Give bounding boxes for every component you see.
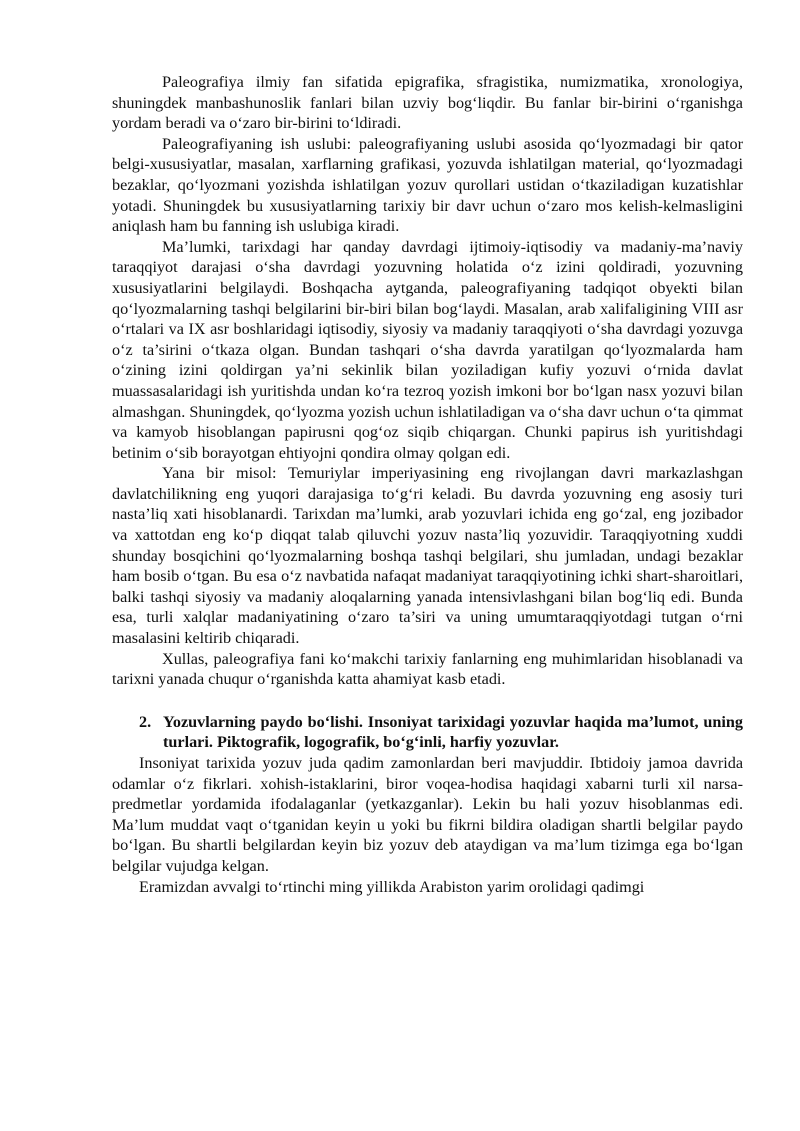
section-title: Yozuvlarning paydo bo‘lishi. Insoniyat tarixidagi yozuvlar haqida ma’lumot, uning turlari. Piktografik, logografik, bo‘g‘inli, harfiy yozuvlar. (163, 712, 743, 752)
section-number: 2. (139, 712, 152, 731)
paragraph: Insoniyat tarixida yozuv juda qadim zamonlardan beri mavjuddir. Ibtidoiy jamoa davrida odamlar o‘z fikrlari. xohish-istaklarini, biror voqea-hodisa haqidagi xabarni turli xil narsa-predmetlar yordamida ifodalaganlar (yetkazganlar). Lekin bu hali yozuv hisoblanmas edi. Ma’lum muddat vaqt o‘tganidan keyin u yoki bu fikrni bildira oladigan shartli belgilar paydo bo‘lgan. Bu shartli belgilardan keyin biz yozuv deb ataydigan va ma’lum tizimga ega bo‘lgan belgilar vujudga kelgan. (112, 754, 743, 875)
paragraph: Ma’lumki, tarixdagi har qanday davrdagi ijtimoiy-iqtisodiy va madaniy-ma’naviy taraqqiyot darajasi o‘sha davrdagi yozuvning holatida o‘z izini qoldiradi, yozuvning xususiyatlarini belgilaydi. Boshqacha aytganda, paleografiyaning tadqiqot obyekti bilan qo‘lyozmalarning tashqi belgilarini bir-biri bilan bog‘laydi. Masalan, arab xalifaligining VIII asr o‘rtalari va IX asr boshlaridagi iqtisodiy, siyosiy va madaniy taraqqiyoti o‘sha davrdagi yozuvga o‘z ta’sirini o‘tkaza olgan. Bundan tashqari o‘sha davrda yaratilgan qo‘lyozmalarda ham o‘zining izini qoldirgan ya’ni sekinlik bilan yoziladigan kufiy yozuvi o‘rnida davlat muassasalaridagi ish yuritishda undan ko‘ra tezroq yozish imkoni bor bo‘lgan nasx yozuvi bilan almashgan. Shuningdek, qo‘lyozma yozish uchun ishlatiladigan va o‘sha davr uchun o‘ta qimmat va kamyob hisoblangan papirusni qog‘oz siqib chiqargan. Chunki papirus ish yuritishdagi betinim o‘sib borayotgan ehtiyojni qondira olmay qolgan edi. (112, 237, 743, 462)
document-page (112, 72, 743, 897)
paragraph: Paleografiyaning ish uslubi: paleografiyaning uslubi asosida qo‘lyozmadagi bir qator belgi-xususiyatlar, masalan, xarflarning grafikasi, yozuvda ishlatilgan material, qo‘lyozmadagi bezaklar, qo‘lyozmani yozishda ishlatilgan yozuv qurollari ustidan o‘tkaziladigan kuzatishlar yotadi. Shuningdek bu xususiyatlarning tarixiy bir davr uchun o‘zaro mos kelish-kelmasligini aniqlash ham bu fanning ish uslubiga kiradi. (112, 134, 743, 236)
section-heading (112, 712, 743, 753)
paragraph: Xullas, paleografiya fani ko‘makchi tarixiy fanlarning eng muhimlaridan hisoblanadi va tarixni yanada chuqur o‘rganishda katta ahamiyat kasb etadi. (112, 649, 743, 689)
paragraph: Yana bir misol: Temuriylar imperiyasining eng rivojlangan davri markazlashgan davlatchilikning eng yuqori darajasiga to‘g‘ri keladi. Bu davrda yozuvning eng asosiy turi nasta’liq xati hisoblanardi. Tarixdan ma’lumki, arab yozuvlari ichida eng go‘zal, eng jozibador va xattotdan eng ko‘p diqqat talab qiluvchi yozuv nasta’liq yozuvidir. Taraqqiyotning xuddi shunday bosqichini qo‘lyozmalarning boshqa tashqi belgilari, shu jumladan, undagi bezaklar ham bosib o‘tgan. Bu esa o‘z navbatida nafaqat madaniyat taraqqiyotining ichki shart-sharoitlari, balki tashqi siyosiy va madaniy aloqalarning yanada intensivlashgani bilan bog‘liq edi. Bunda esa, turli xalqlar madaniyatining o‘zaro ta’siri va uning umumtaraqqiyotdagi tutgan o‘rni masalasini keltirib chiqaradi. (112, 464, 743, 648)
paragraph: Eramizdan avvalgi to‘rtinchi ming yillikda Arabiston yarim orolidagi qadimgi (139, 877, 645, 896)
paragraph: Paleografiya ilmiy fan sifatida epigrafika, sfragistika, numizmatika, xronologiya, shuningdek manbashunoslik fanlari bilan uzviy bog‘liqdir. Bu fanlar bir-birini o‘rganishga yordam beradi va o‘zaro bir-birini to‘ldiradi. (112, 73, 743, 133)
